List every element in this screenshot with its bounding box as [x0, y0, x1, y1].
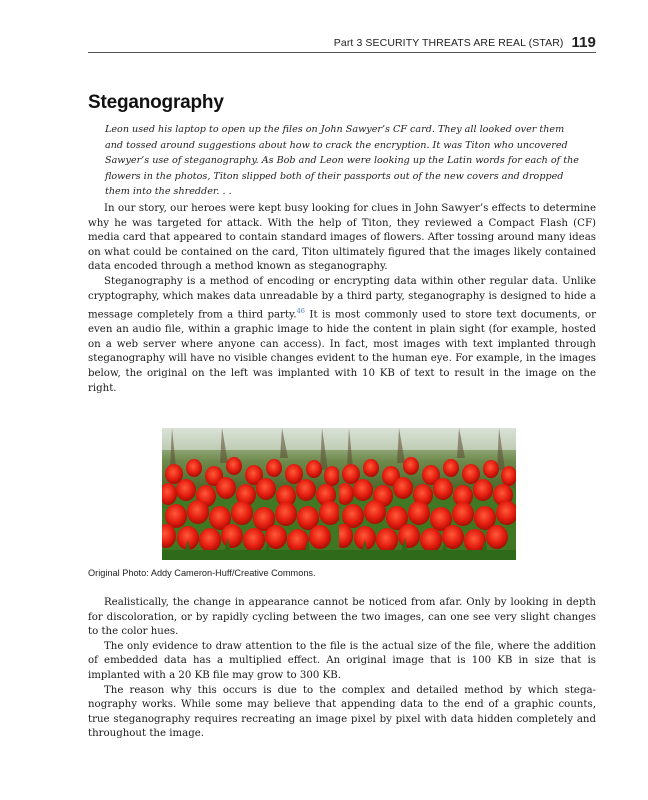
running-title: Part 3 SECURITY THREATS ARE REAL (STAR)	[333, 37, 564, 49]
implanted-tulip-photo	[339, 428, 516, 560]
paragraph-text: Steganography is a method of encoding or encrypting data within other regular data. Unlike cryptography, which makes data unreadable by a third party, steganography is designed to hide a message completely from a third party.	[88, 275, 596, 321]
paragraph-text: It is most commonly used to store text documents, or even an audio file, within a graphic image to hide the content in plain sight (for example, hosted on a web server where anyone can access). In fact, most images with text implanted through steganography will have no visible changes evident to the human eye. For example, in the images below, the original on the left was implanted with 10 KB of text to result in the image on the right.	[88, 309, 596, 394]
epigraph: Leon used his laptop to open up the files on John Sawyer’s CF card. They all looked over them and tossed around suggestions about how to crack the encryption. It was Titon who uncovered Sawyer’s use of steganography. As Bob and Leon were looking up the Latin words for each of the flowers in the photos, Titon slipped both of their passports out of the new covers and dropped them into the shredder. . .	[105, 124, 579, 198]
paragraph: The only evidence to draw attention to the file is the actual size of the file, where the addition of embedded data has a multiplied effect. An original image that is 100 KB in size that is implanted with a 20 KB file may grow to 300 KB.	[88, 640, 596, 681]
figure-caption: Original Photo: Addy Cameron-Huff/Creative Commons.	[88, 568, 316, 578]
paragraph	[88, 275, 596, 396]
header-rule	[88, 52, 596, 53]
paragraph: Realistically, the change in appearance cannot be noticed from afar. Only by looking in depth for discoloration, or by rapidly cycling between the two images, can one see very slight changes to the color hues.	[88, 597, 596, 638]
paragraph: The reason why this occurs is due to the complex and detailed method by which steganography works. While some may believe that appending data to the end of a graphic counts, true steganography requires recreating an image pixel by pixel with data hidden completely and throughout the image.	[88, 684, 596, 740]
section-title: Steganography	[88, 92, 224, 113]
page-number: 119	[571, 34, 596, 51]
original-tulip-photo	[162, 428, 339, 560]
body-text-top	[88, 202, 596, 396]
tulip-figure	[162, 428, 516, 560]
body-text-bottom	[88, 596, 596, 742]
running-head	[0, 34, 596, 51]
footnote-reference[interactable]: 46	[296, 307, 305, 316]
paragraph: In our story, our heroes were kept busy looking for clues in John Sawyer’s effects to determine why he was targeted for attack. With the help of Titon, they reviewed a Compact Flash (CF) media card that appeared to contain standard images of flowers. After tossing around many ideas on what could be contained on the card, Titon ultimately figured that the images likely contained data encoded through a method known as steganography.	[88, 203, 596, 273]
